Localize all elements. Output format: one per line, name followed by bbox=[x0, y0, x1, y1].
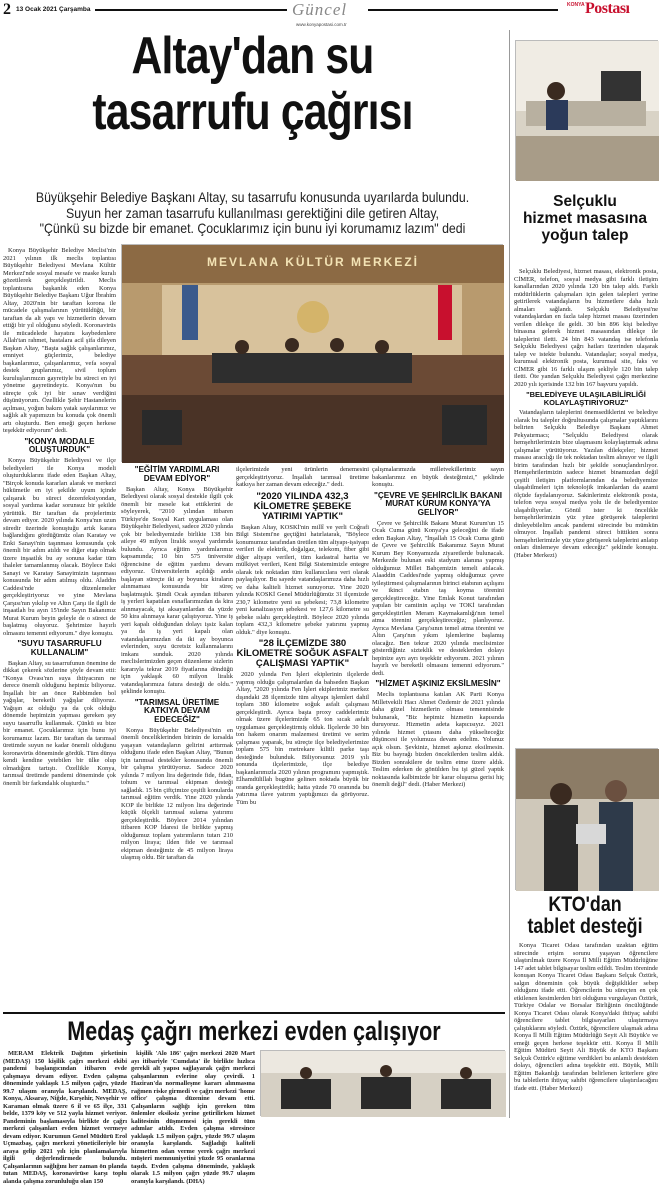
deck-line2: Suyun her zaman tasarrufu kullanılması gerektiğini dile getiren Altay, bbox=[65, 204, 439, 221]
kto-headline-line1: KTO'dan bbox=[548, 893, 622, 916]
selcuklu-text-2: Vatandaşların taleplerini önemsediklerini ve belediye olarak bu talepler doğrultusunda çalışmalar yaptıklarını belirten Selçuklu Belediye Başkanı Ahmet Pekyatırmacı; "Selçuklu Belediyesi olarak hemşehrilerimizin bize ulaşmasını kolaylaştırmak adına çalışmalar yürütüyoruz. Yazılan dilekçeler; hizmet masası aracılığı ile tek noktadan teslim alınıyor ve ilgili birim tarafından hızlı bir şekilde sonuçlandırılıyor. Hemşehrilerimizin sadece hizmet binamızdan değil çeşitli iletişim platformlarından da belediyemize ulaşabilmeleri için teknolojik imkanlardan da azami ölçüde faydalanıyoruz. Sakinlerimiz elektronik posta, telefon veya sosyal medya yolu ile de belediyemize ulaşabiliyorlar. Gönül ister ki öncelikle hemşehrilerimizin yüz yüze görüşerek taleplerini dinleyebilelim ancak pandemi sürecinde bu mümkün olmuyor. İnşallah pandemi süreci bittikten sonra hemşehrilerimizle yüz yüze görüşerek taleplerini anlatıp onları dinlemeye devam edeceğiz" şeklinde konuştu. (Haber Merkezi) bbox=[514, 409, 658, 559]
col2-text-2: Konya Büyükşehir Belediyesi'nin en önemli önceliklerinden birinin de kırsalda yaşayan vatandaşların gelirini arttırmak olduğunu ifade eden Başkan Altay, "Bunun için tarımsal destekler konusunda önemli bir çalışma yürütüyoruz. Sadece 2020 yılında 7 milyon lira değerinde fide, fidan, tohum ve tarımsal ekipman desteği sağladık. 15 bin çiftçimize çeşitli konularda tarımsal eğitim verdik. Yine 2020 yılında KOP ile birlikte 12 milyon lira değerinde küçük ölçekli tarımsal sulama yatırımı gerçekleştirdik. Böylece 2014 yılından itibaren KOP İdaresi ile birlikte yapmış olduğumuz toplam yatırımların tutarı 210 milyon liraya; ilden fide ve tarımsal ekipman desteğimiz de 45 milyon liraya ulaşmış oldu. Bir taraftan da bbox=[121, 726, 233, 862]
col1-text-2: Başkan Altay, su tasarrufunun önemine de dikkat çekerek sözlerine şöyle devam etti: "Konya Ovası'nın suya ihtiyacının ne derece önemli olduğunu hepimiz biliyoruz. İnşallah bir an önce Rabbimden bol yağışlar, bereketli yağışlar diliyoruz. Yağışın az olduğu ya da çok olduğu dönemde hepimizin yapması gereken şey suyu tasarruflu kullanmak. Çünkü su bize bir emanet. Çocuklarımız için bunu iyi korumamız lazım. Bir taraftan da tarımsal üretimde suyun ne kadar önemli olduğunu koronavirüs döneminde gördük. Tüm dünya kendi kendine yetebilen bir ülke olup olmadığını tartıştı. Özellikle Konya, tarımsal üretimde pandemi döneminde çok önemli bir farkındalık oluşturdu." bbox=[3, 659, 116, 787]
medas-photo bbox=[260, 1050, 505, 1116]
selcuklu-subheading: "BELEDİYEYE ULAŞILABİLİRLİĞİ KOLAYLAŞTIRIYORUZ" bbox=[526, 390, 646, 407]
header-rule-left bbox=[95, 9, 287, 11]
logo-main-text: Postası bbox=[585, 0, 630, 17]
selcuklu-headline-line3: yoğun talep bbox=[541, 227, 629, 244]
selcuklu-body bbox=[514, 268, 658, 740]
main-col3 bbox=[236, 466, 369, 1006]
kto-body bbox=[514, 942, 658, 1116]
section-title: Güncel bbox=[292, 0, 348, 19]
selcuklu-headline bbox=[510, 193, 660, 244]
col1-subheading-1: "KONYA MODALE OLUŞTURDUK" bbox=[24, 436, 95, 455]
main-headline-line2: tasarrufu çağrısı bbox=[92, 83, 413, 141]
kto-headline bbox=[521, 894, 649, 938]
logo-small-text: KONYA bbox=[567, 2, 585, 8]
selcuklu-text-1: Selçuklu Belediyesi, hizmet masası, elektronik posta, CİMER, telefon, sosyal medya gibi farklı iletişim kanallarından 2020 yılında 120 bin talep aldı. Farklı müdürlüklerin çalışmaları için gelen talepleri yerine getirilerek vatandaşların bu hizmetlere daha hızlı almaları sağlandı. Selçuklu Belediyesi'ne vatandaşlardan en fazla talep hizmet masası üzerinden verilen dilekçe ile geldi. 30 bin 896 kişi belediye binasına gelerek hizmet masasından dilekçe ile taleplerini iletti. 24 bin 843 vatandaş ise telefonla Selçuklu Belediyesi çağrı hatları üzerinden ulaşarak talep ve istekte bulundu. Vatandaşlar; sosyal medya, kurumsal elektronik posta, kurumsal site, faks ve CİMER gibi 16 farklı ulaşım şekliyle 120 bin talep iletti. Öte yandan Selçuklu Belediyesi çağrı merkezine 2020 yılı içerisinde 132 bin 167 başvuru yapıldı. bbox=[514, 268, 658, 388]
col2-subheading-2: "TARIMSAL ÜRETİME KATKIYA DEVAM EDECEĞİZ" bbox=[134, 697, 220, 725]
call-center-illustration bbox=[261, 1051, 506, 1117]
col4-subheading-2: "HİZMET AŞKINIZ EKSİLMESİN" bbox=[375, 679, 501, 689]
main-col1 bbox=[3, 247, 116, 807]
kto-photo bbox=[515, 748, 658, 890]
col1-intro: Konya Büyükşehir Belediye Meclisi'nin 2021 yılının ilk meclis toplantısı Büyükşehir Belediyesi Mevlana Kültür Merkezi'nde sosyal mesafe ve maske kuralı gözetilerek gerçekleştirildi. Meclis toplantısına başkanlık eden Konya Büyükşehir Belediye Başkanı Uğur İbrahim Altay, 2020'nin bir taraftan korona ile mücadele çalışmalarının yürütüldüğü, bir taraftan da alt yapı ve hizmetlerin devam ettiği bir yıl olduğunu söyledi. Koronavirüs ile mücadelede hayatını kaybedenlere Allah'tan rahmet, hastalara acil şifa dileyen Başkan Altay, "Başta sağlık çalışanlarımız, emniyet güçlerimiz, belediye başkanlarımız, çalışanlarımız, vefa sosyal destek gruplarımız, sivil toplum kuruluşlarımızın gayretiyle bu süreci en iyi yönetme gayretindeyiz. Konya'nın bu süreçte çok iyi bir sınav verdiğini düşünüyorum. Özellikle Şehir Hastanelerin açılması, yoğun bakım yatak sayılarımız ve sağlık alt yapımızın bu konuda çok önemli artı oluşturdu. Ben emeği geçen herkese teşekkür ediyorum" dedi. bbox=[3, 247, 116, 434]
site-url: www.konyapostasi.com.tr bbox=[296, 22, 347, 27]
col4-text-0: çalışmalarımızda milletvekillerimiz sayın bakanlarımız en büyük desteğimizi," şeklinde konuştu. bbox=[372, 466, 504, 488]
col4-subheading-1: "ÇEVRE VE ŞEHİRCİLİK BAKANI MURAT KURUM KONYA'YA GELİYOR" bbox=[373, 490, 503, 518]
col3-text-0: ilçelerimizde yeni ürünlerin denemesini gerçekleştiriyoruz. İnşallah tarımsal üretime katkıya her zaman devam edeceğiz." dedi. bbox=[236, 466, 369, 488]
col1-text-1: Konya Büyükşehir Belediyesi ve ilçe belediyeleri ile Konya modeli oluşturduklarını ifade eden Başkan Altay, "Birçok konuda kararları alarak ve merkezi hükümetle en iyi şekilde uyum içinde çalışarak bu süreci dezenfeksiyondan, sosyal yardıma kadar sorunsuz bir şekilde yürüttük. Bir taraftan da projelerimiz devam ediyor. 2020 yılında Konya'nın uzun süredir üzerinde konuştuğu artık karara bağlandığını gördüğümüz olan Karatay ve Enki Sanayi'nin taşınması konusunda çok önemli bir adım atıldı ve diğer etap olmak üzere inşaatlık bu ay sonuna kadar tüm ihaleler tamamlanmış olacak. Böylece Eski Sanayi ve Karatay Sanayimizin taşınması konusunda bir adım atılmış oldu. Aladdin Caddesi'nde düzenlemeler gerçekleştiriyoruz ve yine Mevlana Çarşısı'nın yıkılıp ve Altın Çarşı ile ilgili de inşaatlah bu ayın 15'inde Sayın Bakanımız Murat Kurum beyin geleyle de o süreci de başlatmış oluyoruz. Şehrimize hayırlı olmasını temenni ediyorum." diye konuştu. bbox=[3, 457, 116, 637]
main-deck bbox=[0, 190, 505, 237]
kto-text: Konya Ticaret Odası tarafından uzaktan eğitim sürecinde erişim sorunu yaşayan öğrencilere ulaştırılmak üzere Konya İl Milli Eğitim Müdürlüğüne 147 adet tablet bilgisayar teslim edildi. Teslim töreninde konuşan Konya Ticaret Odası Başkanı Selçuk Öztürk, salgın döneminin çok büyük değişiklikler sebep olduğunu ifade etti. Öğrencilerin bu süreçten en çok etkilenen kesimlerden biri olduğunu vurgulayan Öztürk, Türkiye Odalar ve Borsalar Birliğinin öncülüğünde Konya Ticaret Odası olarak Konya'daki ihtiyaç sahibi öğrencilere tablet bilgisayarları ulaştırmaya çalıştıklarını söyledi. Öztürk, öğrencilere ulaşmak adına Konya İl Milli Eğitim Müdürlüğü Seyit Ali Büyük'e ve emeği geçen herkese teşekkür etti. Konya İl Milli Eğitim Müdürü Seyit Ali Büyük de KTO Başkanı Selçuk Öztürk'e eğitime verdikleri bu anlamlı destekten dolayı, öğrencileri adına teşekkür etti. Büyük, Milli Eğitim Bakanlığı tarafından belirlenen kriterlere göre bu tabletlerin ihtiyaç sahibi öğrencilere ulaştırılacağını ifade etti. (Haber Merkezi) bbox=[514, 942, 658, 1092]
main-headline bbox=[45, 27, 459, 141]
meeting-hall-illustration bbox=[122, 245, 504, 463]
page-number: 2 bbox=[3, 1, 11, 18]
col2-subheading-1: "EĞİTİM YARDIMLARI DEVAM EDİYOR" bbox=[134, 465, 220, 483]
deck-line1: Büyükşehir Belediye Başkanı Altay, su tasarrufu konusunda uyarılarda bulundu. bbox=[35, 189, 470, 205]
handover-illustration bbox=[516, 749, 659, 891]
main-headline-line1: Altay'dan su bbox=[131, 27, 374, 85]
photo-banner-text: MEVLANA KÜLTÜR MERKEZİ bbox=[207, 255, 419, 269]
col1-subheading-2: "SUYU TASARRUFLU KULLANALIM" bbox=[17, 639, 102, 657]
medas-headline: Medaş çağrı merkezi evden çalışıyor bbox=[67, 1016, 441, 1046]
header-rule-right bbox=[368, 9, 558, 11]
main-col2 bbox=[121, 466, 233, 1006]
selcuklu-headline-line1: Selçuklu bbox=[553, 193, 617, 210]
office-illustration bbox=[516, 41, 659, 181]
medas-col2 bbox=[131, 1050, 255, 1185]
bottom-rule bbox=[3, 1012, 505, 1014]
col4-text-1: Çevre ve Şehircilik Bakanı Murat Kurum'un 15 Ocak Cuma günü Konya'ya geleceğini de ifade eden Başkan Altay, "İnşallah 15 Ocak Cuma günü de Çevre ve Şehircilik Bakanımız Sayın Murat Kurum Bey Konyamızda ziyaretlerde bulunacak. Merkezde bulunan eski stadyum alanına yapmış olduğumuz Millet Bahçemizin temeli atılacak. Alaaddin Caddesi'nde yapmış olduğumuz çevre iyileştirmesi çalışmalarının birinci etabının açılışını ve ikinci etabın taş koyma törenini gerçekleştireceğiz. Yine Emlak Konut tarafından yapılan bir camiinin açılışı ve TOKİ tarafından gerçekleştirilen Meram Kaymakamlığı'nın temel atma törenini gerçekleştireceğiz; planlıyoruz. Ayrıca Mevlana Çarşı'sının temel atma törenini ve Altın Çarşı'nın yıkım işlemlerine başlamış olacağız. Ben tekrar 2020 yılında meclisimize gösterdiğiniz sizteklik ve desteklerden dolayı hepinize ayrı ayrı teşekkür ediyorum. 2021 yılının hayırlı ve bereketli olmasını temenni ediyorum." dedi. bbox=[372, 519, 504, 677]
medas-text-2: kişilik 'Alo 186' çağrı merkezi 2020 Mart ayı itibariyle 'Cumdata' ile birlikte hızlıca gerekli alt yapısı sağlayarak çağrı merkezi çalışanlarının evlerine olay çevirdi. 1 Haziran'da normalleşme kararı alınmasına rağmen riske girmedi ve çağrı merkezi 'home office' çalışma düzenine devam etti. Çalışanların sağlığı için gereken tüm önlemler eksiksiz yerine getirilirken hizmet kalitesinin düşmemesi için gerekli tüm adımlar atıldı. Evden çalışma süresince yaklaşık 1.5 milyon çağrı, yüzde 99.7 ulaşım oranıyla karşılandı. Sağladığı kaliteli hizmetten odan verme yerek çağrı merkezi müşteri memnuniyetini yüzde 95 oranlarına taşıdı. Evden çalışma döneminde, yaklaşık olarak 1.5 milyon çağrı yüzde 99.7 ulaşım oranıyla karşılandı. (DHA) bbox=[131, 1050, 255, 1185]
deck-line3: "Çünkü su bizde bir emanet. Çocuklarımız için bunu iyi korumamız lazım" dedi bbox=[39, 220, 466, 236]
col3-text-2: 2020 yılında Fen İşleri ekiplerinin ilçelerde yapmış olduğu çalışmalardan da bahseden Başkan Altay, "2020 yılında Fen İşleri ekiplerimiz merkez dışındaki 28 ilçemizde tüm altyapı işlemleri dahil toplam 380 kilometre soğuk asfalt çalışması gerçekleştirdi. Ayrıca başta proxy caddelerimiz olmak üzere ilçelerimizde 65 ton sıcak asfalt uygulaması gerçekleştirmiş olduk. İlçelerde 30 bin ton hakem onarım malzemesi üretimi ve serim çalışması yaparak, bu süreçte ilçe belediyelerimize toplam 575 bin metrekare kilitli parke taşı desteğinde bulunduk. Biliyorsunuz 2019 yılı sonunda ilçelerimizde, ilçe belediye başkanlarımızla 2020 yılının programını yapmıştık. Elhamdülillah bugüne gelinen noktada büyük bir oranda gerçekleştirdik; hatta yüzde 70 oranında bu yatırıma ilave yatırım yaptığımızı da görüyoruz. Tüm bu bbox=[236, 671, 369, 806]
selcuklu-photo bbox=[515, 40, 658, 180]
main-photo bbox=[121, 244, 503, 462]
col4-text-2: Meclis toplantısına katılan AK Parti Konya Milletvekili Hacı Ahmet Özdemir de 2021 yılında daha güzel hizmetlerin olması temennisinde bulunarak, "Biz hepimiz hizmetin kapısında duruyoruz. Hizmetin adeta kapıcısıyız. 2021 yılında hizmet çıtasını daha yükselteceğiz düşüncesi ile yolumuza devam edelim. Yolunuz açık olsun. Şevkiniz, hizmet aşkınız eksilmesin. Biz bu bayrağı bizden öncekilerden teslim aldık. Bizden sonrakilere de teslim etme üzere aldık. Teslim ederken de gönülden bu işi güzel yaptık noktasında kalbimizde bir karar oluşursa gerisi hiç önemli değil" dedi. (Haber Merkezi) bbox=[372, 691, 504, 789]
main-col4 bbox=[372, 466, 504, 1006]
kto-headline-line2: tablet desteği bbox=[527, 915, 643, 938]
newspaper-logo bbox=[565, 0, 660, 20]
col3-subheading-1: "2020 YILINDA 432,3 KİLOMETRE ŞEBEKE YATIRIMI YAPTIK" bbox=[253, 490, 352, 522]
medas-col1 bbox=[3, 1050, 127, 1185]
medas-text-1: MERAM Elektrik Dağıtım şirketinin (MEDAŞ) 150 kişilik çağrı merkezi ekibi pandemi başlangıcından itibaren evde çalışmaya devam ediyor. Evden çalışma döneminde yaklaşık 1.5 milyon çağrı, yüzde 99.7 ulaşım oranıyla karşılandı. MEDAŞ, Konya, Aksaray, Niğde, Kırşehir, Nevşehir ve Karaman olmak üzere 6 il ve 65 ilçe, 331 belde, 1379 köy ve 512 yayla hizmet veriyor. Pandeminin başlamasıyla birlikte de çağrı merkezi çalışanları evden hizmet vermeye devam ediyor. Kurumun Genel Müdürü Erol Uçmazbaş, çağrı merkezi yöneticileriyle bir araya gelip 2021 yılı için planlamalarıyla ilgili değerlendirmede bulundu. Çalışanlarının sağlığını her zaman ön planda tutan MEDAŞ, koronavirüse karşı toplu alanda çalışma zorunluluğu olan 150 bbox=[3, 1050, 127, 1185]
col3-subheading-2: "28 İLÇEMİZDE 380 KİLOMETRE SOĞUK ASFALT ÇALIŞMASI YAPTIK" bbox=[236, 638, 369, 669]
col3-text-1: Başkan Altay, KOSKİ'nin millî ve yerli Coğrafi Bilgi Sistemi'ne geçtiğini hatırlatarak, "Böylece konumumuz tarafından üretilen tüm altyapı-işsiyapı verileri ile elektrik, doğalgaz, telekom, fiber gibi diğer altyapı verileri, tüm kadastral harita ve mülkiyet verileri, Kent Bilgi Sistemimizle entegre olarak tek noktadan tüm kullanıcılara veri olarak paylaşılıyor. Bu sayede vatandaşlarımıza daha hızlı ve daha kaliteli hizmet sunuyoruz. Yine 2020 yılında KOSKİ Genel Müdürlüğümüz 31 ilçemizde 230,7 kilometre yeni su şebekesi; 73,8 kilometre yeni kanalizasyon şebekesi ve 127,6 kilometre su şebeke ıslahı gerçekleştirdi. Böylece 2020 yılında toplam 432,3 kilometre şebeke yatırımı yapmış olduk." diye konuştu. bbox=[236, 523, 369, 636]
col2-text-1: Başkan Altay, Konya Büyükşehir Belediyesi olarak sosyal destekle ilgili çok önemli bir mesele kat ettiklerini de söyleyerek, "2010 yılından itibaren Türkiye'de Sosyal Kart uygulaması olan Büyükşehir Belediyesi, sadece 2020 yılında çok bir belediyemizde birlikte 138 bin aileye 49 milyon liralık sosyal yardımda bulundu. Ayrıca eğitim yardımlarımız kapsamında; 10 bin 575 üniversite öğrencisine de eğitim yardımı devam ediyoruz. Üniversitelerin açıldığı anda başlayan süreçte iki ay boyunca kiraların alınmaması konusunda bir süreç başlatmıştık. Şimdi Ocak ayından itibaren iş yerleri kapatılan esnaflarımızdan da kira alınmayacak, işi aksayanlardan da yüzde 50 kira alınmaya karar çalıştıyoruz. Yine iş yeri kapalı olduğundan dolayı işsiz kalan ya da iş yeri kapalı olan vatandaşlarımızdan da iki ay boyunca evlerinden, suyu ücretsiz kullanmalarını imkanı sunduk. 2020 yılında meclislerimizden geçen düzenleme sizlerin kararıyla tekrar 2019 fiyatlarına döndüğü için yaklaşık 60 milyon liralık vatandaşlarımıza fatura desteği de oldu." şeklinde konuştu. bbox=[121, 485, 233, 696]
page-date: 13 Ocak 2021 Çarşamba bbox=[16, 6, 91, 13]
selcuklu-headline-line2: hizmet masasına bbox=[522, 210, 648, 227]
